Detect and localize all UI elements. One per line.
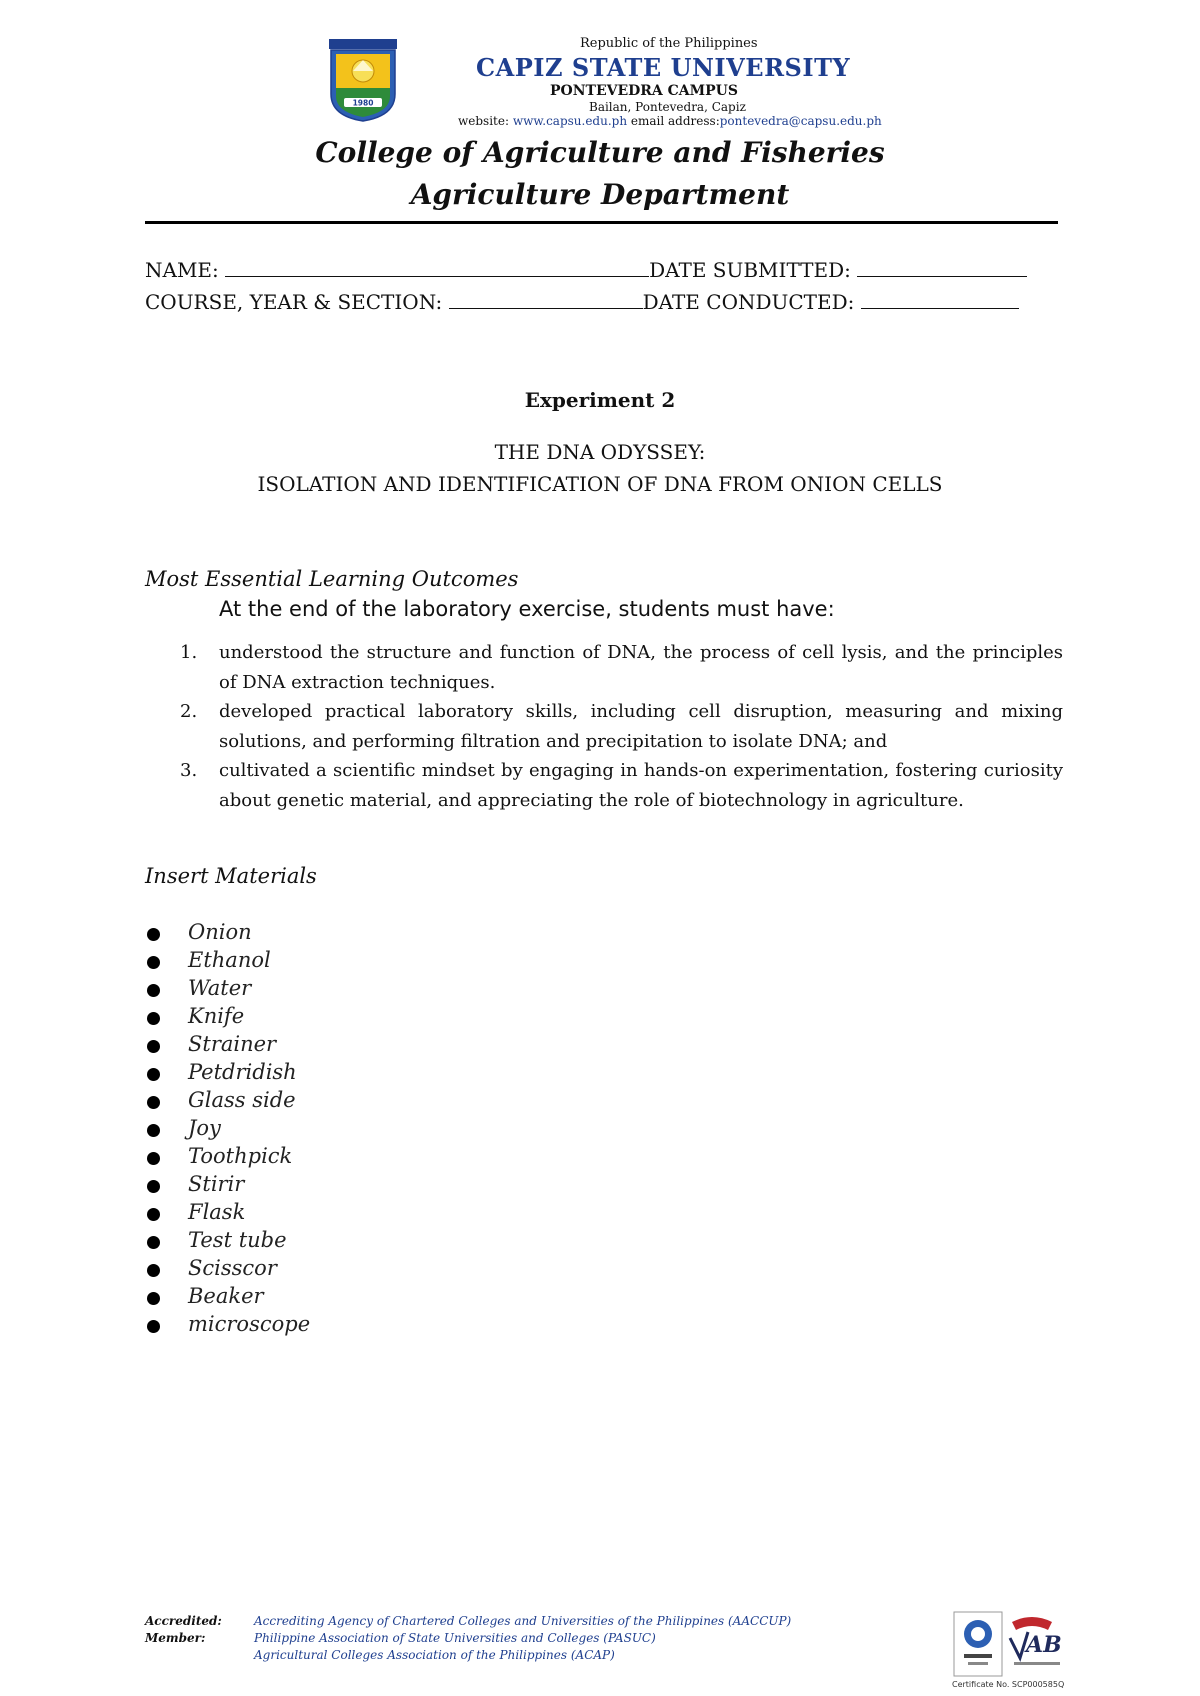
website-link[interactable]: www.capsu.edu.ph xyxy=(512,114,628,128)
material-text: Water xyxy=(188,976,252,1000)
material-text: Knife xyxy=(188,1004,245,1028)
material-text: Scisscor xyxy=(188,1256,277,1280)
outcome-number: 2. xyxy=(180,701,198,722)
materials-heading: Insert Materials xyxy=(145,864,317,888)
course-label: COURSE, YEAR & SECTION: xyxy=(145,290,443,314)
material-text: Joy xyxy=(188,1116,221,1140)
bullet-icon xyxy=(147,1096,160,1109)
bullet-icon xyxy=(147,1180,160,1193)
member-text-acap: Agricultural Colleges Association of the Philippines (ACAP) xyxy=(254,1648,615,1662)
experiment-title-line2: ISOLATION AND IDENTIFICATION OF DNA FROM ONION CELLS xyxy=(257,472,943,496)
course-blank[interactable] xyxy=(449,290,643,309)
bullet-icon xyxy=(147,1208,160,1221)
certificate-number: Certificate No. SCP000585Q xyxy=(952,1680,1065,1689)
bullet-icon xyxy=(147,1040,160,1053)
name-line xyxy=(145,258,1027,282)
experiment-title-line1: THE DNA ODYSSEY: xyxy=(494,440,706,464)
university-logo xyxy=(328,38,398,122)
material-text: Stirir xyxy=(188,1172,245,1196)
bullet-icon xyxy=(147,984,160,997)
material-text: Beaker xyxy=(188,1284,264,1308)
outcome-item xyxy=(180,638,1063,698)
date-conducted-label: DATE CONDUCTED: xyxy=(642,290,855,314)
bullet-icon xyxy=(147,1068,160,1081)
department-title: Agriculture Department xyxy=(410,178,790,211)
bullet-icon xyxy=(147,1152,160,1165)
bullet-icon xyxy=(147,1264,160,1277)
bullet-icon xyxy=(147,956,160,969)
date-conducted-blank[interactable] xyxy=(861,290,1019,309)
material-text: Petdridish xyxy=(188,1060,297,1084)
accredited-label: Accredited: xyxy=(145,1614,222,1628)
email-label: email address: xyxy=(630,114,720,128)
member-label: Member: xyxy=(145,1631,206,1645)
outcome-number: 3. xyxy=(180,760,198,781)
outcomes-heading: Most Essential Learning Outcomes xyxy=(145,567,519,591)
material-text: Onion xyxy=(188,920,252,944)
material-text: Strainer xyxy=(188,1032,277,1056)
bullet-icon xyxy=(147,1320,160,1333)
outcome-text: developed practical laboratory skills, including cell disruption, measuring and mixing solutions, and performing filtration and precipitation to isolate DNA; and xyxy=(219,701,1063,752)
material-text: Toothpick xyxy=(188,1144,293,1168)
campus-address: Bailan, Pontevedra, Capiz xyxy=(589,100,746,114)
member-text-pasuc: Philippine Association of State Universities and Colleges (PASUC) xyxy=(254,1631,656,1645)
website-label: website: xyxy=(458,114,510,128)
college-title: College of Agriculture and Fisheries xyxy=(315,136,885,169)
svg-text:AB: AB xyxy=(1026,1632,1062,1658)
logo-year: 1980 xyxy=(352,98,374,108)
name-label: NAME: xyxy=(145,258,219,282)
material-text: Glass side xyxy=(188,1088,296,1112)
outcome-item xyxy=(180,697,1063,757)
website-line xyxy=(458,114,882,128)
material-text: microscope xyxy=(188,1312,311,1336)
certification-badges xyxy=(952,1608,1072,1688)
date-submitted-blank[interactable] xyxy=(857,258,1027,277)
experiment-number: Experiment 2 xyxy=(524,388,676,412)
material-text: Ethanol xyxy=(188,948,271,972)
republic-line: Republic of the Philippines xyxy=(580,36,758,51)
course-line xyxy=(145,290,1019,314)
bullet-icon xyxy=(147,1292,160,1305)
outcomes-intro: At the end of the laboratory exercise, students must have: xyxy=(219,597,835,621)
date-submitted-label: DATE SUBMITTED: xyxy=(649,258,851,282)
bullet-icon xyxy=(147,1012,160,1025)
material-text: Flask xyxy=(188,1200,246,1224)
accredited-text: Accrediting Agency of Chartered Colleges and Universities of the Philippines (AACCUP) xyxy=(254,1614,792,1628)
university-name: CAPIZ STATE UNIVERSITY xyxy=(476,53,851,82)
outcome-item xyxy=(180,756,1063,816)
outcome-number: 1. xyxy=(180,642,198,663)
outcome-text: understood the structure and function of DNA, the process of cell lysis, and the principles of DNA extraction techniques. xyxy=(219,642,1063,693)
bullet-icon xyxy=(147,928,160,941)
material-text: Test tube xyxy=(188,1228,287,1252)
header-divider xyxy=(145,221,1058,224)
bullet-icon xyxy=(147,1236,160,1249)
name-blank[interactable] xyxy=(225,258,649,277)
email-link[interactable]: pontevedra@capsu.edu.ph xyxy=(719,114,882,128)
outcome-text: cultivated a scientific mindset by engaging in hands-on experimentation, fostering curiosity about genetic material, and appreciating the role of biotechnology in agriculture. xyxy=(219,760,1063,811)
campus-name: PONTEVEDRA CAMPUS xyxy=(550,83,739,99)
bullet-icon xyxy=(147,1124,160,1137)
